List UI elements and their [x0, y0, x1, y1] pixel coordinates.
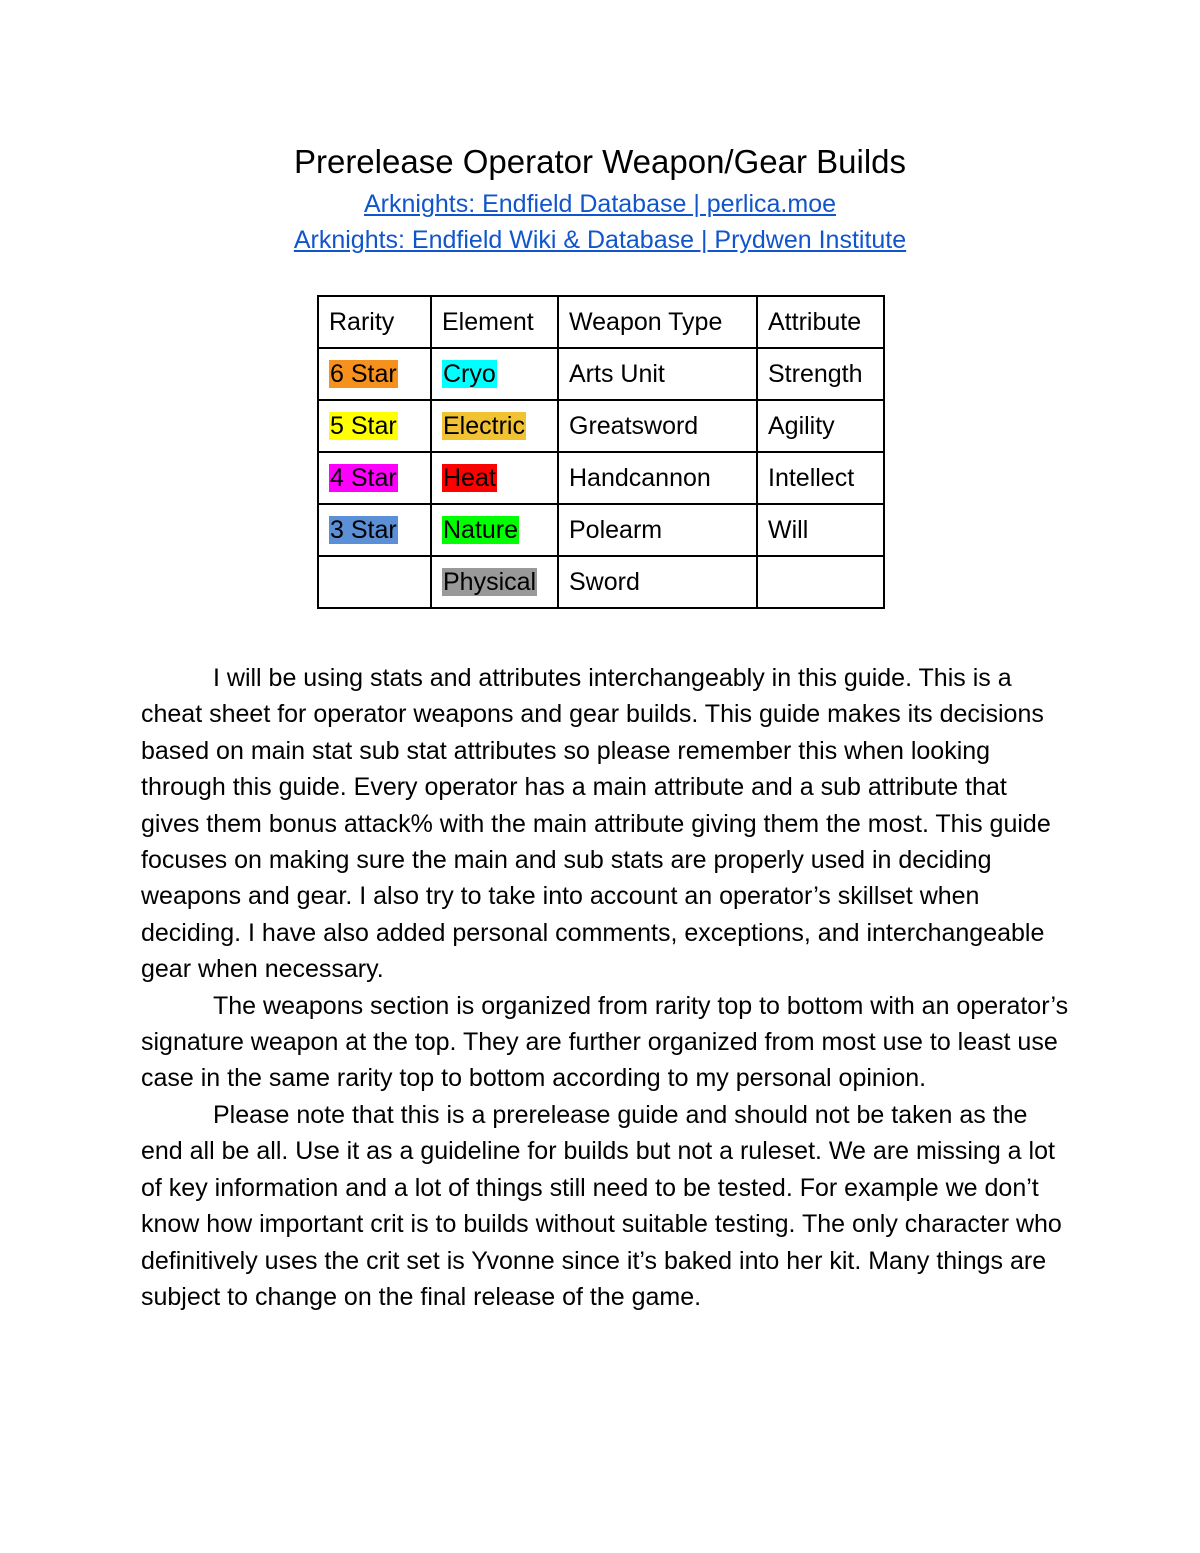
attribute-cell: Will	[757, 504, 884, 556]
legend-table	[317, 295, 885, 609]
weapon-type-cell: Greatsword	[558, 400, 757, 452]
rarity-highlight: 3 Star	[330, 515, 397, 544]
weapon-type-cell: Handcannon	[558, 452, 757, 504]
element-cell	[431, 348, 558, 400]
prydwen-database-link[interactable]: Arknights: Endfield Wiki & Database | Prydwen Institute	[293, 226, 907, 254]
rarity-highlight: 5 Star	[330, 411, 397, 440]
element-cell	[431, 556, 558, 608]
attribute-cell: Agility	[757, 400, 884, 452]
element-highlight: Heat	[443, 463, 496, 492]
rarity-cell	[318, 504, 431, 556]
rarity-highlight: 6 Star	[330, 359, 397, 388]
element-highlight: Electric	[443, 411, 525, 440]
legend-row	[318, 400, 884, 452]
weapon-type-cell: Polearm	[558, 504, 757, 556]
guide-intro-text	[141, 660, 1071, 1315]
legend-row	[318, 348, 884, 400]
perlica-database-link[interactable]: Arknights: Endfield Database | perlica.moe	[363, 190, 837, 218]
weapon-type-cell: Sword	[558, 556, 757, 608]
intro-paragraph-prerelease-note: Please note that this is a prerelease guide and should not be taken as the end all be all. Use it as a guideline for builds but not a ruleset. We are missing a lot of key information and a lot of things still need to be tested. For example we don’t know how important crit is to builds without suitable testing. The only character who definitively uses the crit set is Yvonne since it’s baked into her kit. Many things are subject to change on the final release of the game.	[141, 1100, 1062, 1311]
legend-header-row	[318, 296, 884, 348]
element-cell	[431, 452, 558, 504]
intro-paragraph-stats: I will be using stats and attributes interchangeably in this guide. This is a cheat sheet for operator weapons and gear builds. This guide makes its decisions based on main stat sub stat attributes so please remember this when looking through this guide. Every operator has a main attribute and a sub attribute that gives them bonus attack% with the main attribute giving them the most. This guide focuses on making sure the main and sub stats are properly used in deciding weapons and gear. I also try to take into account an operator’s skillset when deciding. I have also added personal comments, exceptions, and interchangeable gear when necessary.	[141, 664, 1051, 984]
element-cell	[431, 504, 558, 556]
header-rarity: Rarity	[318, 296, 431, 348]
attribute-cell: Intellect	[757, 452, 884, 504]
rarity-cell	[318, 452, 431, 504]
element-highlight: Nature	[443, 515, 519, 544]
rarity-highlight: 4 Star	[330, 463, 397, 492]
element-highlight: Cryo	[443, 359, 496, 388]
intro-paragraph-weapons: The weapons section is organized from rarity top to bottom with an operator’s signature weapon at the top. They are further organized from most use to least use case in the same rarity top to bottom according to my personal opinion.	[141, 991, 1069, 1093]
header-weapon-type: Weapon Type	[558, 296, 757, 348]
header-attribute: Attribute	[757, 296, 884, 348]
rarity-cell	[318, 400, 431, 452]
element-cell	[431, 400, 558, 452]
header-element: Element	[431, 296, 558, 348]
legend-row	[318, 452, 884, 504]
weapon-type-cell: Arts Unit	[558, 348, 757, 400]
attribute-cell: Strength	[757, 348, 884, 400]
rarity-highlight	[329, 568, 331, 596]
legend-row	[318, 504, 884, 556]
legend-row	[318, 556, 884, 608]
rarity-cell	[318, 556, 431, 608]
element-highlight: Physical	[443, 567, 537, 596]
rarity-cell	[318, 348, 431, 400]
document-title: Prerelease Operator Weapon/Gear Builds	[293, 143, 907, 180]
attribute-cell	[757, 556, 884, 608]
